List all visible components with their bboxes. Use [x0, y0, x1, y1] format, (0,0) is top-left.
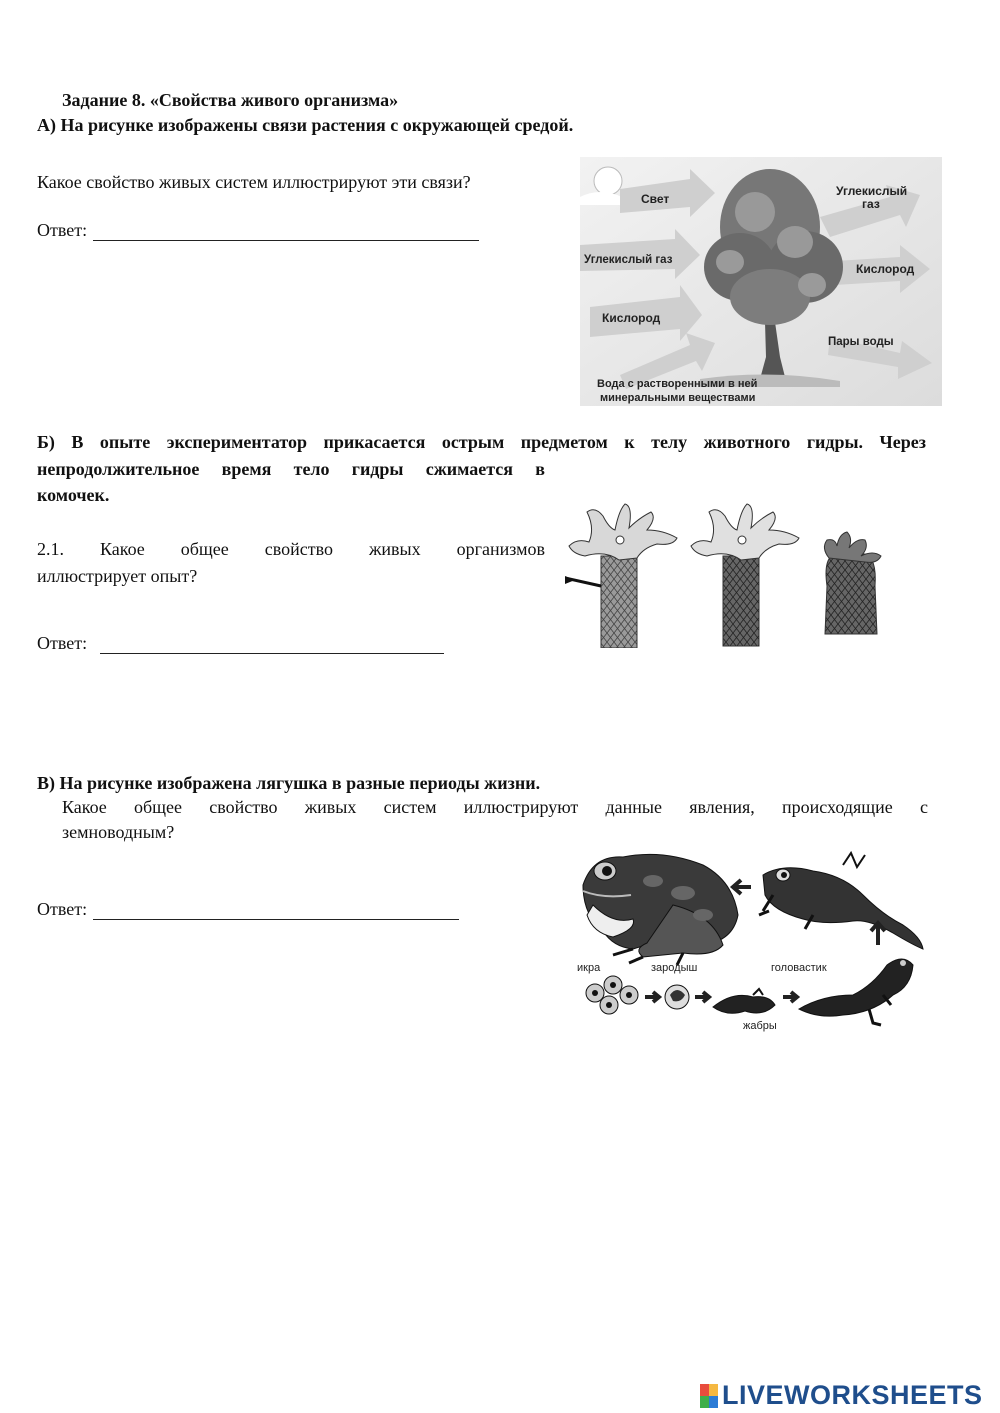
frog-lifecycle-figure: [573, 845, 933, 1035]
label-eggs: икра: [577, 962, 601, 974]
arrow-left-icon: [733, 880, 751, 894]
arrow-right-icon-1: [645, 992, 659, 1002]
part-c-answer-field[interactable]: [93, 895, 459, 920]
label-co2-out-2: газ: [862, 197, 880, 211]
part-c-heading: В) На рисунке изображена лягушка в разные периоды жизни.: [37, 773, 541, 793]
adult-frog-icon: [583, 854, 738, 965]
part-b-heading-line1: Б) В опыте экспериментатор прикасается острым предметом к телу животного гидры. Через: [37, 432, 926, 452]
label-embryo: зародыш: [651, 962, 698, 974]
part-b-heading-line3: комочек.: [37, 485, 110, 505]
liveworksheets-logo: [700, 1380, 983, 1411]
label-co2-out-1: Углекислый: [836, 184, 908, 198]
young-frog-icon: [759, 853, 923, 949]
label-gills: жабры: [743, 1020, 777, 1032]
part-a-answer-field[interactable]: [93, 216, 479, 241]
embryo-icon: [665, 985, 689, 1009]
label-o2-out: Кислород: [856, 262, 915, 276]
label-o2-in: Кислород: [602, 311, 661, 325]
task-title: Задание 8. «Свойства живого организма»: [62, 90, 399, 110]
eggs-icon: [586, 976, 638, 1014]
part-c-answer-label: Ответ:: [37, 899, 88, 919]
hydra-stage-3-icon: [824, 532, 881, 634]
label-water-vapor: Пары воды: [828, 336, 894, 348]
label-light: Свет: [641, 192, 670, 206]
part-a-question: Какое свойство живых систем иллюстрируют эти связи?: [37, 172, 471, 192]
part-c-question-line1: Какое общее свойство живых систем иллюстрируют данные явления, происходящие с: [62, 797, 928, 817]
label-water-1: Вода с растворенными в ней: [597, 378, 758, 390]
hydra-figure: [565, 498, 900, 648]
hydra-stage-1-icon: [565, 504, 677, 648]
label-co2-in: Углекислый газ: [584, 254, 673, 266]
arrow-right-icon-3: [783, 992, 797, 1002]
arrow-right-icon-2: [695, 992, 709, 1002]
part-a-answer-label: Ответ:: [37, 220, 88, 240]
brand-text: LIVEWORKSHEETS: [722, 1380, 983, 1410]
hydra-stage-2-icon: [691, 504, 799, 646]
part-b-answer-field[interactable]: [100, 629, 444, 654]
plant-environment-figure: [580, 157, 942, 406]
part-b-heading-line2: непродолжительное время тело гидры сжимается в: [37, 459, 545, 479]
label-water-2: минеральными веществами: [600, 392, 756, 404]
part-a-heading: А) На рисунке изображены связи растения с окружающей средой.: [37, 115, 574, 135]
arrow-up-icon: [871, 923, 885, 945]
label-tadpole: головастик: [771, 962, 827, 974]
tadpole-icon: [713, 989, 775, 1013]
part-b-question-line2: иллюстрирует опыт?: [37, 566, 198, 586]
part-b-answer-label: Ответ:: [37, 633, 88, 653]
part-c-question-line2: земноводным?: [62, 822, 175, 842]
logo-mark-icon: [700, 1384, 718, 1408]
part-b-question-line1: 2.1. Какое общее свойство живых организмов: [37, 539, 545, 559]
